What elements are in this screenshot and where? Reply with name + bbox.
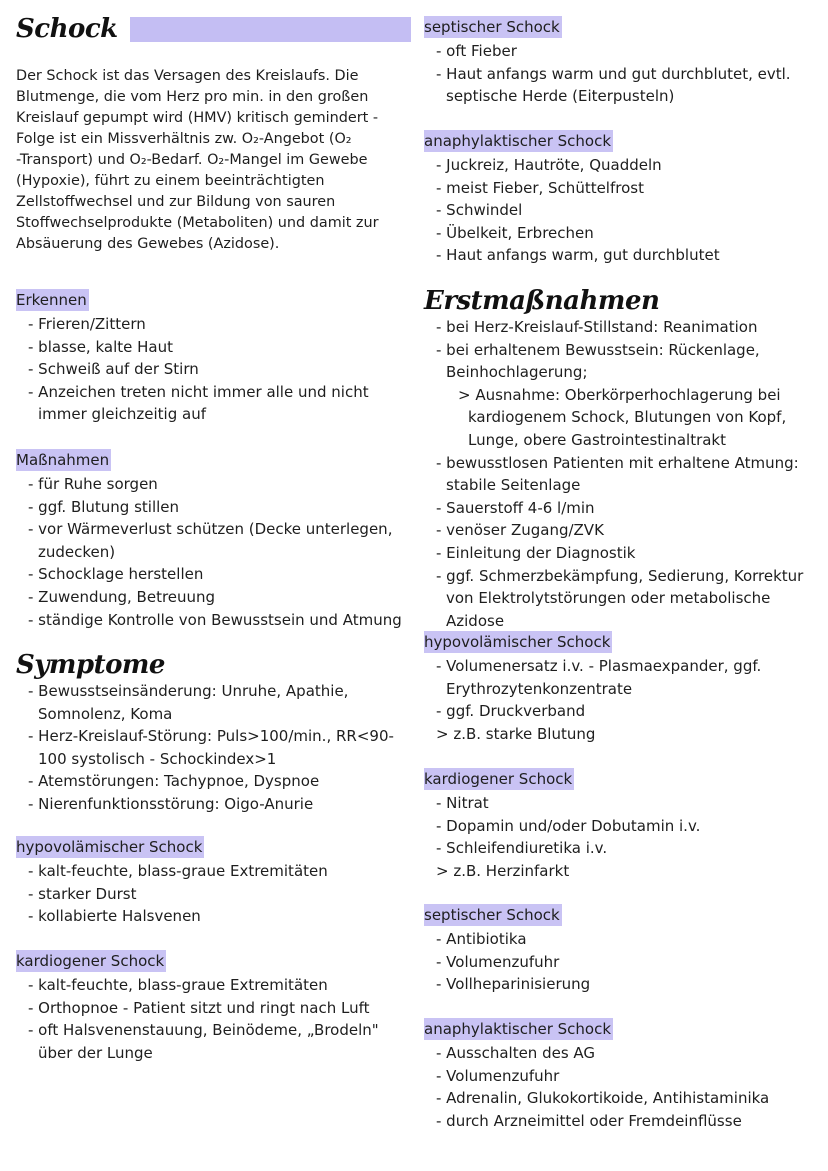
list-item: - Frieren/Zittern bbox=[28, 315, 146, 333]
kardio-massnahmen-label: kardiogener Schock bbox=[424, 770, 573, 788]
list-item: - Bewusstseinsänderung: Unruhe, Apathie, Somnolenz, Koma bbox=[28, 682, 349, 723]
list-item: - Zuwendung, Betreuung bbox=[28, 587, 216, 606]
hypo-massnahmen-list bbox=[424, 655, 819, 745]
list-item: - Schwindel bbox=[436, 201, 523, 220]
list-item: - bei erhaltenem Bewusstsein: Rückenlage, Beinhochlagerung; bbox=[436, 340, 760, 382]
list-item: - starker Durst bbox=[28, 884, 137, 903]
list-note: > z.B. Herzinfarkt bbox=[436, 861, 570, 880]
list-item: - Volumenersatz i.v. - Plasmaexpander, ggf. Erythrozytenkonzentrate bbox=[436, 657, 762, 698]
list-item: - Juckreiz, Hautröte, Quaddeln bbox=[436, 156, 662, 174]
septisch-symptom-label: septischer Schock bbox=[424, 18, 560, 36]
symptome-list bbox=[16, 680, 411, 816]
septisch-massnahmen-label: septischer Schock bbox=[424, 906, 560, 924]
list-item: - Orthopnoe - Patient sitzt und ringt nach Luft bbox=[28, 998, 370, 1017]
erstmassnahmen-title: Erstmaßnahmen bbox=[424, 286, 660, 316]
list-item: - Vollheparinisierung bbox=[436, 975, 591, 994]
kardio-massnahmen-section bbox=[424, 768, 819, 882]
list-item: - Volumenzufuhr bbox=[436, 952, 560, 971]
erkennen-section bbox=[16, 289, 411, 426]
septisch-symptom-list bbox=[424, 40, 819, 108]
title-highlight-bar bbox=[130, 17, 411, 42]
symptome-section bbox=[16, 650, 411, 816]
anaphyl-symptom-list bbox=[424, 154, 819, 267]
list-item: - Antibiotika bbox=[436, 930, 527, 948]
anaphyl-massnahmen-list bbox=[424, 1042, 819, 1132]
list-item: - Übelkeit, Erbrechen bbox=[436, 223, 594, 242]
list-item: - Nitrat bbox=[436, 794, 489, 812]
list-item: - blasse, kalte Haut bbox=[28, 337, 173, 356]
list-item: - Adrenalin, Glukokortikoide, Antihistaminika bbox=[436, 1089, 770, 1108]
list-item: - Anzeichen treten nicht immer alle und nicht immer gleichzeitig auf bbox=[28, 382, 369, 424]
list-item: - bewusstlosen Patienten mit erhaltene Atmung: stabile Seitenlage bbox=[436, 453, 799, 495]
list-item: - Schocklage herstellen bbox=[28, 565, 204, 584]
hypo-massnahmen-section bbox=[424, 631, 819, 745]
intro-text: Der Schock ist das Versagen des Kreislaufs. Die Blutmenge, die vom Herz pro min. in den großen Kreislauf gepumpt wird (HMV) kritisch gemindert - Folge ist ein Missverhältnis zw. O₂-Angebot (O₂ -Transport) und O₂-Bedarf. O₂-Mangel im Gewebe (Hypoxie), führt zu einem beeinträchtigten Zellstoffwechsel und zur Bildung von sauren Stoffwechselprodukte (Metaboliten) und damit zur Absäuerung des Gewebes (Azidose). bbox=[16, 68, 379, 252]
list-item: - ggf. Blutung stillen bbox=[28, 497, 180, 516]
list-item: - ggf. Druckverband bbox=[436, 702, 586, 721]
massnahmen-section bbox=[16, 449, 411, 631]
kardio-symptom-list bbox=[16, 974, 411, 1064]
list-item: - bei Herz-Kreislauf-Stillstand: Reanimation bbox=[436, 318, 758, 336]
kardio-symptom-section bbox=[16, 950, 411, 1064]
list-item: - Einleitung der Diagnostik bbox=[436, 543, 636, 562]
hypo-symptom-section bbox=[16, 836, 411, 928]
septisch-symptom-section bbox=[424, 16, 819, 108]
list-item: - Haut anfangs warm, gut durchblutet bbox=[436, 246, 720, 265]
list-item: - meist Fieber, Schüttelfrost bbox=[436, 178, 644, 197]
septisch-massnahmen-list bbox=[424, 928, 819, 996]
list-item: - vor Wärmeverlust schützen (Decke unterlegen, zudecken) bbox=[28, 520, 393, 561]
list-item: - Herz-Kreislauf-Störung: Puls>100/min., RR<90-100 systolisch - Schockindex>1 bbox=[28, 727, 394, 768]
massnahmen-label: Maßnahmen bbox=[16, 451, 110, 469]
main-title: Schock bbox=[16, 14, 411, 44]
hypo-symptom-list bbox=[16, 860, 411, 928]
hypo-symptom-label: hypovolämischer Schock bbox=[16, 838, 203, 856]
list-item: - venöser Zugang/ZVK bbox=[436, 521, 604, 540]
symptome-title: Symptome bbox=[16, 650, 165, 680]
erstmassnahmen-section bbox=[424, 286, 819, 632]
septisch-massnahmen-section bbox=[424, 904, 819, 996]
kardio-massnahmen-list bbox=[424, 792, 819, 882]
list-item: - Atemstörungen: Tachypnoe, Dyspnoe bbox=[28, 772, 320, 791]
anaphyl-symptom-section bbox=[424, 130, 819, 267]
list-subitem: > Ausnahme: Oberkörperhochlagerung bei kardiogenem Schock, Blutungen von Kopf, Lunge, obere Gastrointestinaltrakt bbox=[458, 385, 787, 449]
list-item: - Sauerstoff 4-6 l/min bbox=[436, 498, 595, 517]
list-item: - durch Arzneimittel oder Fremdeinflüsse bbox=[436, 1111, 742, 1130]
anaphyl-symptom-label: anaphylaktischer Schock bbox=[424, 132, 612, 150]
erkennen-list bbox=[16, 313, 411, 426]
schock-header bbox=[16, 14, 411, 44]
list-item: - Schleifendiuretika i.v. bbox=[436, 839, 608, 858]
erkennen-label: Erkennen bbox=[16, 291, 87, 309]
list-item: - ggf. Schmerzbekämpfung, Sedierung, Korrektur von Elektrolytstörungen oder metabolische Azidose bbox=[436, 566, 804, 630]
list-item: - oft Fieber bbox=[436, 42, 517, 60]
intro-section bbox=[16, 66, 411, 255]
massnahmen-list bbox=[16, 473, 411, 631]
list-note: > z.B. starke Blutung bbox=[436, 724, 596, 743]
list-item: - ständige Kontrolle von Bewusstsein und Atmung bbox=[28, 610, 402, 629]
list-item: - Haut anfangs warm und gut durchblutet, evtl. septische Herde (Eiterpusteln) bbox=[436, 64, 791, 106]
list-item: - Nierenfunktionsstörung: Oigo-Anurie bbox=[28, 794, 314, 813]
list-item: - Ausschalten des AG bbox=[436, 1044, 596, 1062]
kardio-symptom-label: kardiogener Schock bbox=[16, 952, 165, 970]
list-item: - kollabierte Halsvenen bbox=[28, 907, 201, 926]
list-item: - oft Halsvenenstauung, Beinödeme, „Brodeln" über der Lunge bbox=[28, 1021, 379, 1062]
list-item: - Volumenzufuhr bbox=[436, 1066, 560, 1085]
erstmassnahmen-list bbox=[424, 316, 819, 632]
list-item: - kalt-feuchte, blass-graue Extremitäten bbox=[28, 862, 328, 880]
list-item: - kalt-feuchte, blass-graue Extremitäten bbox=[28, 976, 328, 994]
anaphyl-massnahmen-section bbox=[424, 1018, 819, 1132]
hypo-massnahmen-label: hypovolämischer Schock bbox=[424, 633, 611, 651]
list-item: - Dopamin und/oder Dobutamin i.v. bbox=[436, 816, 701, 835]
list-item: - Schweiß auf der Stirn bbox=[28, 360, 199, 379]
anaphyl-massnahmen-label: anaphylaktischer Schock bbox=[424, 1020, 612, 1038]
list-item: - für Ruhe sorgen bbox=[28, 475, 158, 493]
